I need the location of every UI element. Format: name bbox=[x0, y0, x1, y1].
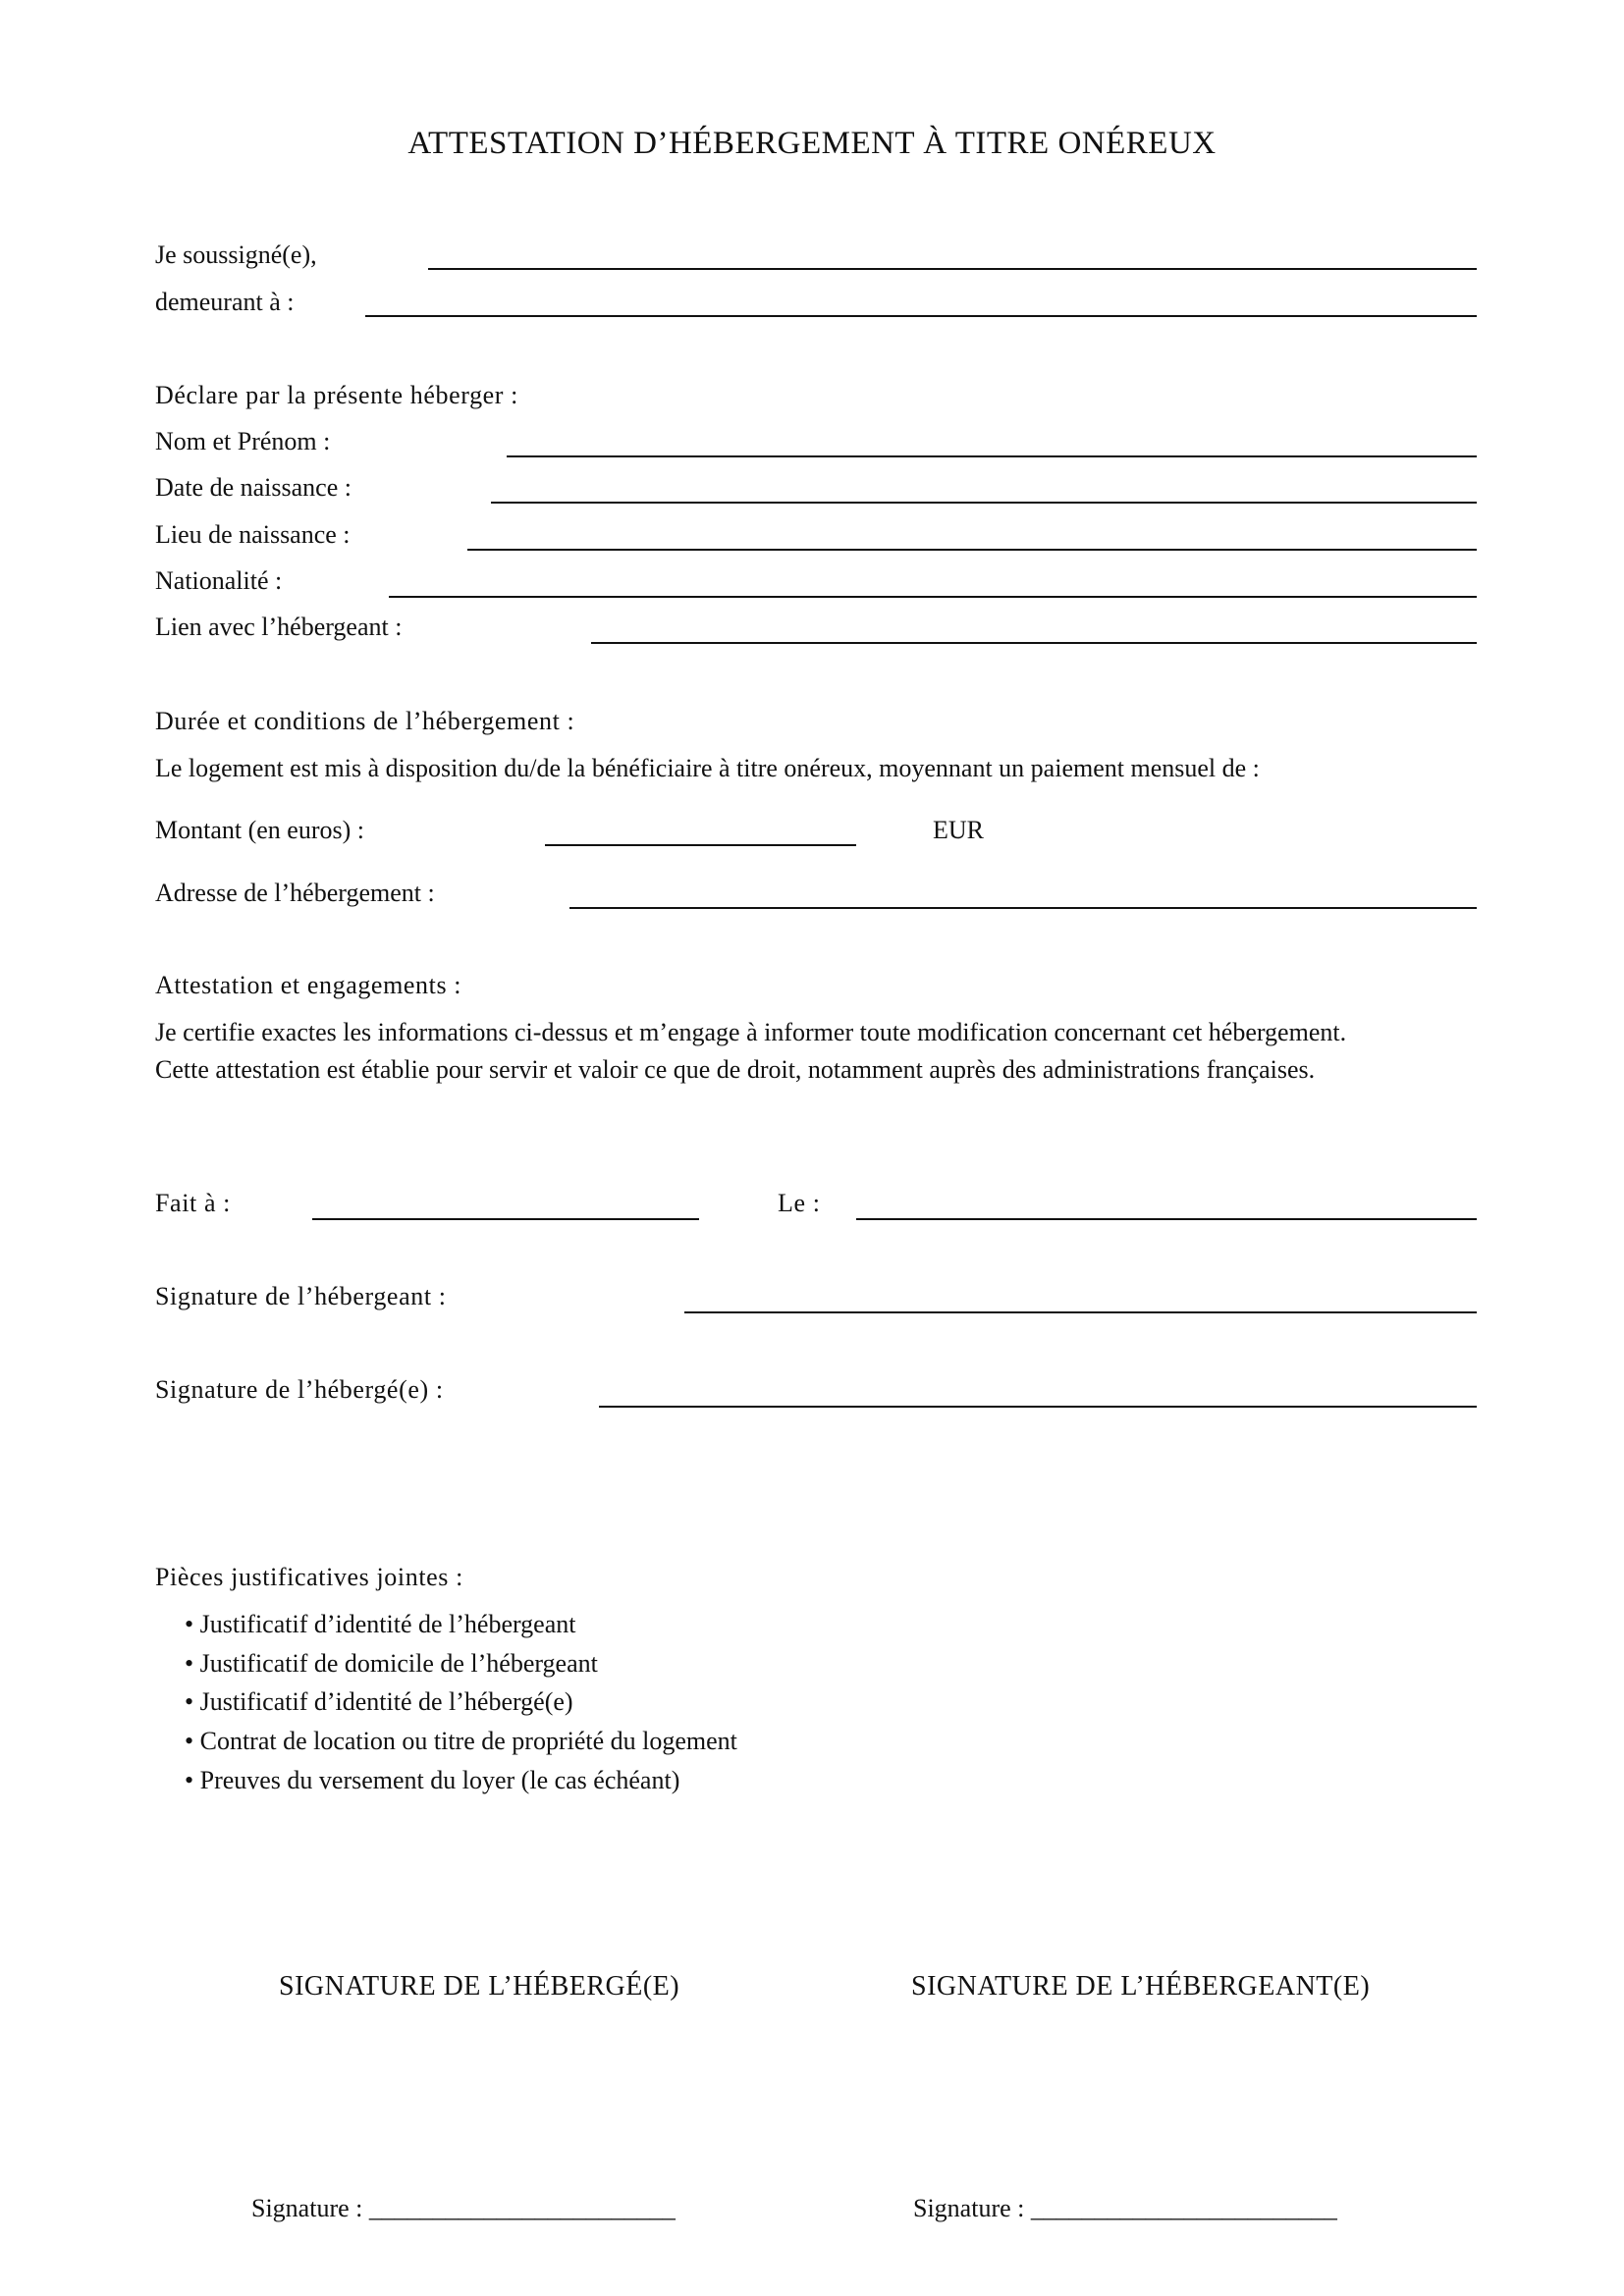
host-signature-field[interactable] bbox=[684, 1311, 1477, 1313]
guest-name-field[interactable] bbox=[507, 455, 1477, 457]
attachment-item: • Justificatif d’identité de l’hébergeant bbox=[185, 1610, 576, 1638]
amount-label: Montant (en euros) : bbox=[155, 816, 365, 844]
nationality-field[interactable] bbox=[389, 596, 1477, 598]
nationality-label: Nationalité : bbox=[155, 566, 283, 595]
attachment-item: • Justificatif d’identité de l’hébergé(e) bbox=[185, 1687, 573, 1716]
relation-field[interactable] bbox=[591, 642, 1477, 644]
guest-signature-heading: SIGNATURE DE L’HÉBERGÉ(E) bbox=[279, 1971, 680, 2002]
host-signature-label: Signature de l’hébergeant : bbox=[155, 1282, 447, 1310]
host-signature-line[interactable]: Signature : ________________________ bbox=[913, 2194, 1337, 2222]
undersigned-label: Je soussigné(e), bbox=[155, 240, 317, 269]
birth-place-field[interactable] bbox=[467, 549, 1477, 551]
birth-place-label: Lieu de naissance : bbox=[155, 520, 351, 549]
attachment-item: • Contrat de location ou titre de propriété du logement bbox=[185, 1727, 737, 1755]
guest-signature-field[interactable] bbox=[599, 1406, 1477, 1408]
lodging-address-label: Adresse de l’hébergement : bbox=[155, 879, 435, 907]
attestation-line-2: Cette attestation est établie pour servir et valoir ce que de droit, notamment auprès des administrations françaises. bbox=[155, 1055, 1316, 1084]
date-field[interactable] bbox=[856, 1218, 1477, 1220]
conditions-text: Le logement est mis à disposition du/de la bénéficiaire à titre onéreux, moyennant un paiement mensuel de : bbox=[155, 754, 1260, 782]
birth-date-field[interactable] bbox=[491, 502, 1477, 504]
place-field[interactable] bbox=[312, 1218, 699, 1220]
host-signature-heading: SIGNATURE DE L’HÉBERGEANT(E) bbox=[911, 1971, 1371, 2002]
guest-name-label: Nom et Prénom : bbox=[155, 427, 331, 455]
attachment-item: • Preuves du versement du loyer (le cas échéant) bbox=[185, 1766, 680, 1794]
document-title: ATTESTATION D’HÉBERGEMENT À TITRE ONÉREUX bbox=[407, 126, 1217, 161]
relation-label: Lien avec l’hébergeant : bbox=[155, 613, 403, 641]
undersigned-field[interactable] bbox=[428, 268, 1477, 270]
conditions-heading: Durée et conditions de l’hébergement : bbox=[155, 707, 575, 735]
amount-field[interactable] bbox=[545, 844, 856, 846]
birth-date-label: Date de naissance : bbox=[155, 473, 352, 502]
place-label: Fait à : bbox=[155, 1189, 232, 1217]
attestation-line-1: Je certifie exactes les informations ci-dessus et m’engage à informer toute modification concernant cet hébergement. bbox=[155, 1018, 1347, 1046]
date-label: Le : bbox=[778, 1189, 821, 1217]
guest-signature-label: Signature de l’hébergé(e) : bbox=[155, 1375, 444, 1404]
attachments-heading: Pièces justificatives jointes : bbox=[155, 1563, 463, 1591]
attestation-heading: Attestation et engagements : bbox=[155, 971, 462, 999]
guest-heading: Déclare par la présente héberger : bbox=[155, 381, 518, 409]
attachment-item: • Justificatif de domicile de l’hébergeant bbox=[185, 1649, 598, 1678]
host-address-field[interactable] bbox=[365, 315, 1477, 317]
guest-signature-line[interactable]: Signature : ________________________ bbox=[251, 2194, 676, 2222]
currency-label: EUR bbox=[933, 816, 984, 844]
lodging-address-field[interactable] bbox=[569, 907, 1477, 909]
host-address-label: demeurant à : bbox=[155, 288, 295, 316]
